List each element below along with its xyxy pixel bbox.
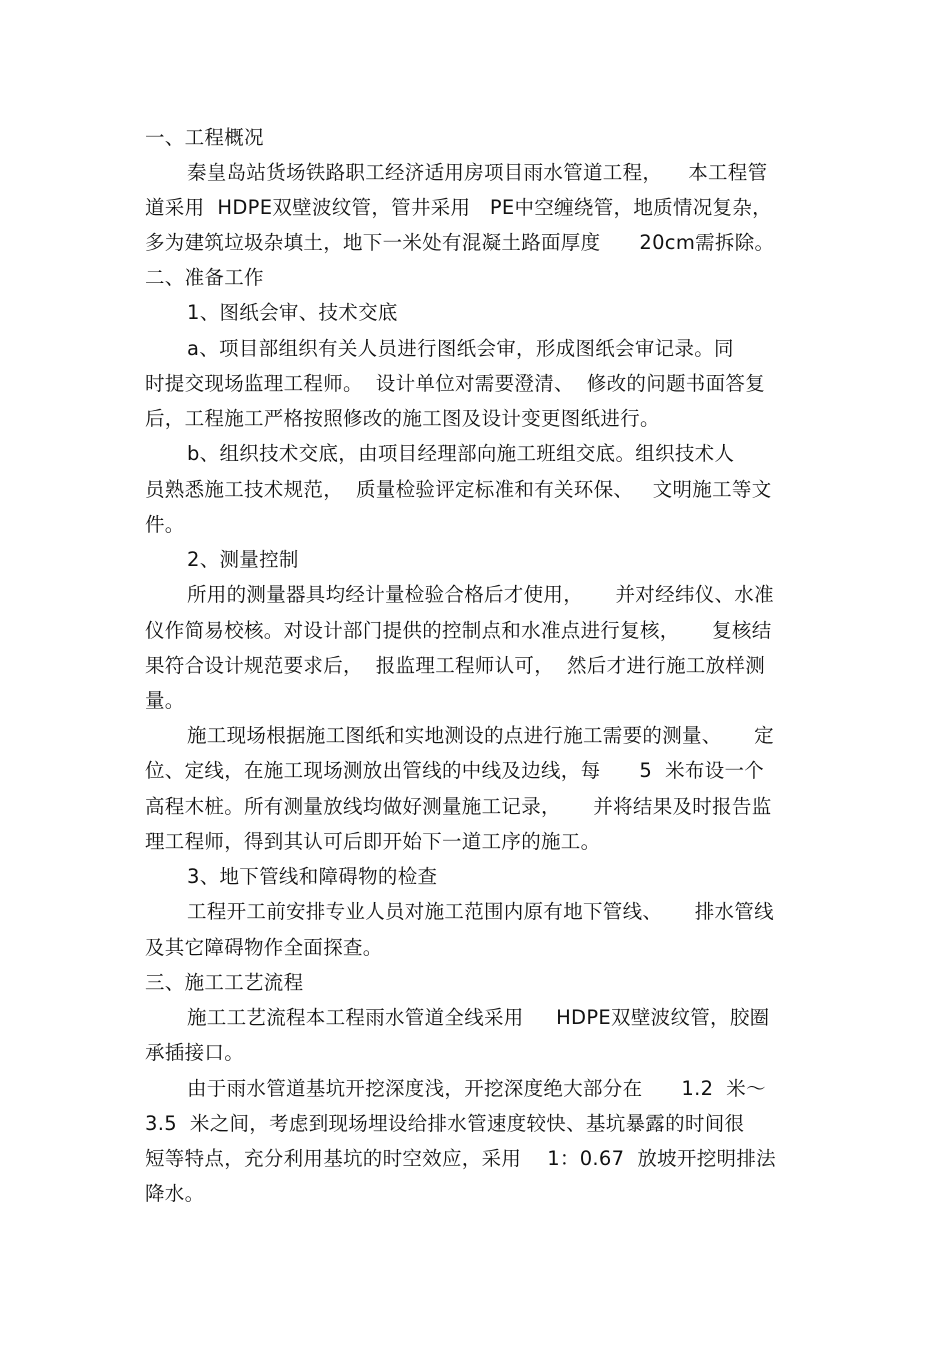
- paragraph-line: 所用的测量器具均经计量检验合格后才使用， 并对经纬仪、水准: [187, 583, 774, 606]
- paragraph-line: 施工工艺流程本工程雨水管道全线采用 HDPE双壁波纹管，胶圈: [187, 1006, 770, 1029]
- paragraph-line: 件。: [145, 513, 185, 536]
- paragraph-line: 道采用 HDPE双壁波纹管，管井采用 PE中空缠绕管，地质情况复杂，: [145, 196, 772, 219]
- paragraph-line: 时提交现场监理工程师。 设计单位对需要澄清、 修改的问题书面答复: [145, 372, 765, 395]
- paragraph-line: 后，工程施工严格按照修改的施工图及设计变更图纸进行。: [145, 407, 660, 430]
- subheading-survey-control: 2、测量控制: [187, 548, 299, 571]
- paragraph-line: 工程开工前安排专业人员对施工范围内原有地下管线、 排水管线: [187, 900, 774, 923]
- paragraph-line: 高程木桩。所有测量放线均做好测量施工记录， 并将结果及时报告监: [145, 795, 772, 818]
- paragraph-line: a、项目部组织有关人员进行图纸会审，形成图纸会审记录。同: [187, 337, 734, 360]
- paragraph-line: 理工程师，得到其认可后即开始下一道工序的施工。: [145, 830, 601, 853]
- paragraph-line: b、组织技术交底，由项目经理部向施工班组交底。组织技术人: [187, 442, 735, 465]
- subheading-underground-check: 3、地下管线和障碍物的检查: [187, 865, 438, 888]
- paragraph-line: 位、定线，在施工现场测放出管线的中线及边线，每 5 米布设一个: [145, 759, 765, 782]
- subheading-drawing-review: 1、图纸会审、技术交底: [187, 301, 398, 324]
- paragraph-line: 及其它障碍物作全面探查。: [145, 936, 383, 959]
- paragraph-line: 由于雨水管道基坑开挖深度浅，开挖深度绝大部分在 1.2 米～: [187, 1077, 766, 1100]
- paragraph-line: 秦皇岛站货场铁路职工经济适用房项目雨水管道工程， 本工程管: [187, 161, 768, 184]
- heading-project-overview: 一、工程概况: [145, 126, 264, 149]
- paragraph-line: 施工现场根据施工图纸和实地测设的点进行施工需要的测量、 定: [187, 724, 774, 747]
- paragraph-line: 仪作简易校核。对设计部门提供的控制点和水准点进行复核， 复核结: [145, 619, 772, 642]
- paragraph-line: 承插接口。: [145, 1041, 245, 1064]
- paragraph-line: 短等特点，充分利用基坑的时空效应，采用 1：0.67 放坡开挖明排法: [145, 1147, 776, 1170]
- paragraph-line: 3.5 米之间，考虑到现场埋设给排水管速度较快、基坑暴露的时间很: [145, 1112, 745, 1135]
- paragraph-line: 降水。: [145, 1182, 205, 1205]
- heading-process-flow: 三、施工工艺流程: [145, 971, 304, 994]
- paragraph-line: 员熟悉施工技术规范， 质量检验评定标准和有关环保、 文明施工等文: [145, 478, 772, 501]
- heading-preparation: 二、准备工作: [145, 266, 264, 289]
- paragraph-line: 量。: [145, 689, 185, 712]
- paragraph-line: 多为建筑垃圾杂填土，地下一米处有混凝土路面厚度 20cm需拆除。: [145, 231, 775, 254]
- paragraph-line: 果符合设计规范要求后， 报监理工程师认可， 然后才进行施工放样测: [145, 654, 765, 677]
